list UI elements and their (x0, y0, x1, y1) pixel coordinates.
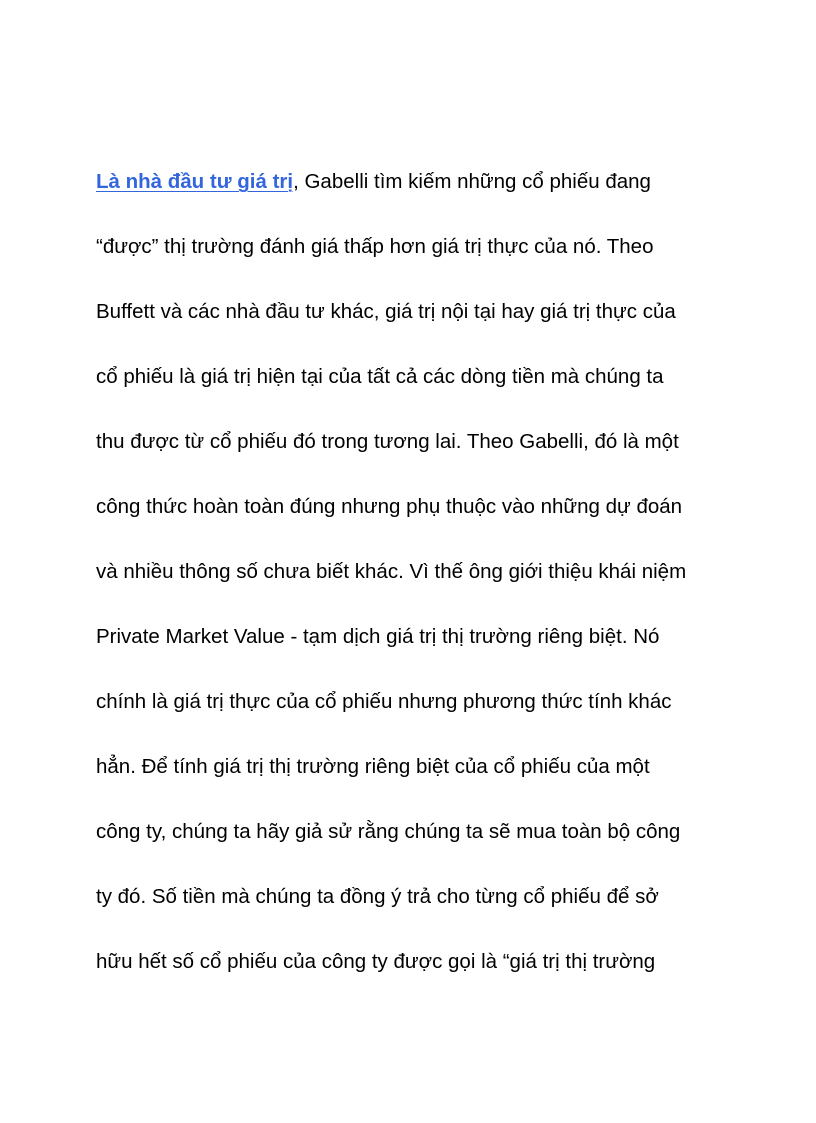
text-line-5: thu được từ cổ phiếu đó trong tương lai. Theo Gabelli, đó là một (96, 430, 679, 453)
text-line-11: công ty, chúng ta hãy giả sử rằng chúng ta sẽ mua toàn bộ công (96, 820, 681, 843)
text-line-1 (96, 160, 651, 204)
first-line-rest: , Gabelli tìm kiếm những cổ phiếu đang (293, 170, 651, 193)
text-line-12: ty đó. Số tiền mà chúng ta đồng ý trả cho từng cổ phiếu để sở (96, 885, 659, 908)
text-line-8: Private Market Value - tạm dịch giá trị thị trường riêng biệt. Nó (96, 625, 660, 648)
text-line-9: chính là giá trị thực của cổ phiếu nhưng phương thức tính khác (96, 690, 672, 713)
text-line-13: hữu hết số cổ phiếu của công ty được gọi là “giá trị thị trường (96, 950, 656, 973)
lead-link[interactable]: Là nhà đầu tư giá trị (96, 170, 294, 193)
text-line-7: và nhiều thông số chưa biết khác. Vì thế ông giới thiệu khái niệm (96, 560, 687, 583)
text-line-6: công thức hoàn toàn đúng nhưng phụ thuộc vào những dự đoán (96, 495, 683, 518)
text-line-10: hẳn. Để tính giá trị thị trường riêng biệt của cổ phiếu của một (96, 755, 650, 778)
text-line-3: Buffett và các nhà đầu tư khác, giá trị nội tại hay giá trị thực của (96, 300, 676, 323)
text-line-4: cổ phiếu là giá trị hiện tại của tất cả các dòng tiền mà chúng ta (96, 365, 664, 388)
text-line-2: “được” thị trường đánh giá thấp hơn giá trị thực của nó. Theo (96, 235, 654, 258)
